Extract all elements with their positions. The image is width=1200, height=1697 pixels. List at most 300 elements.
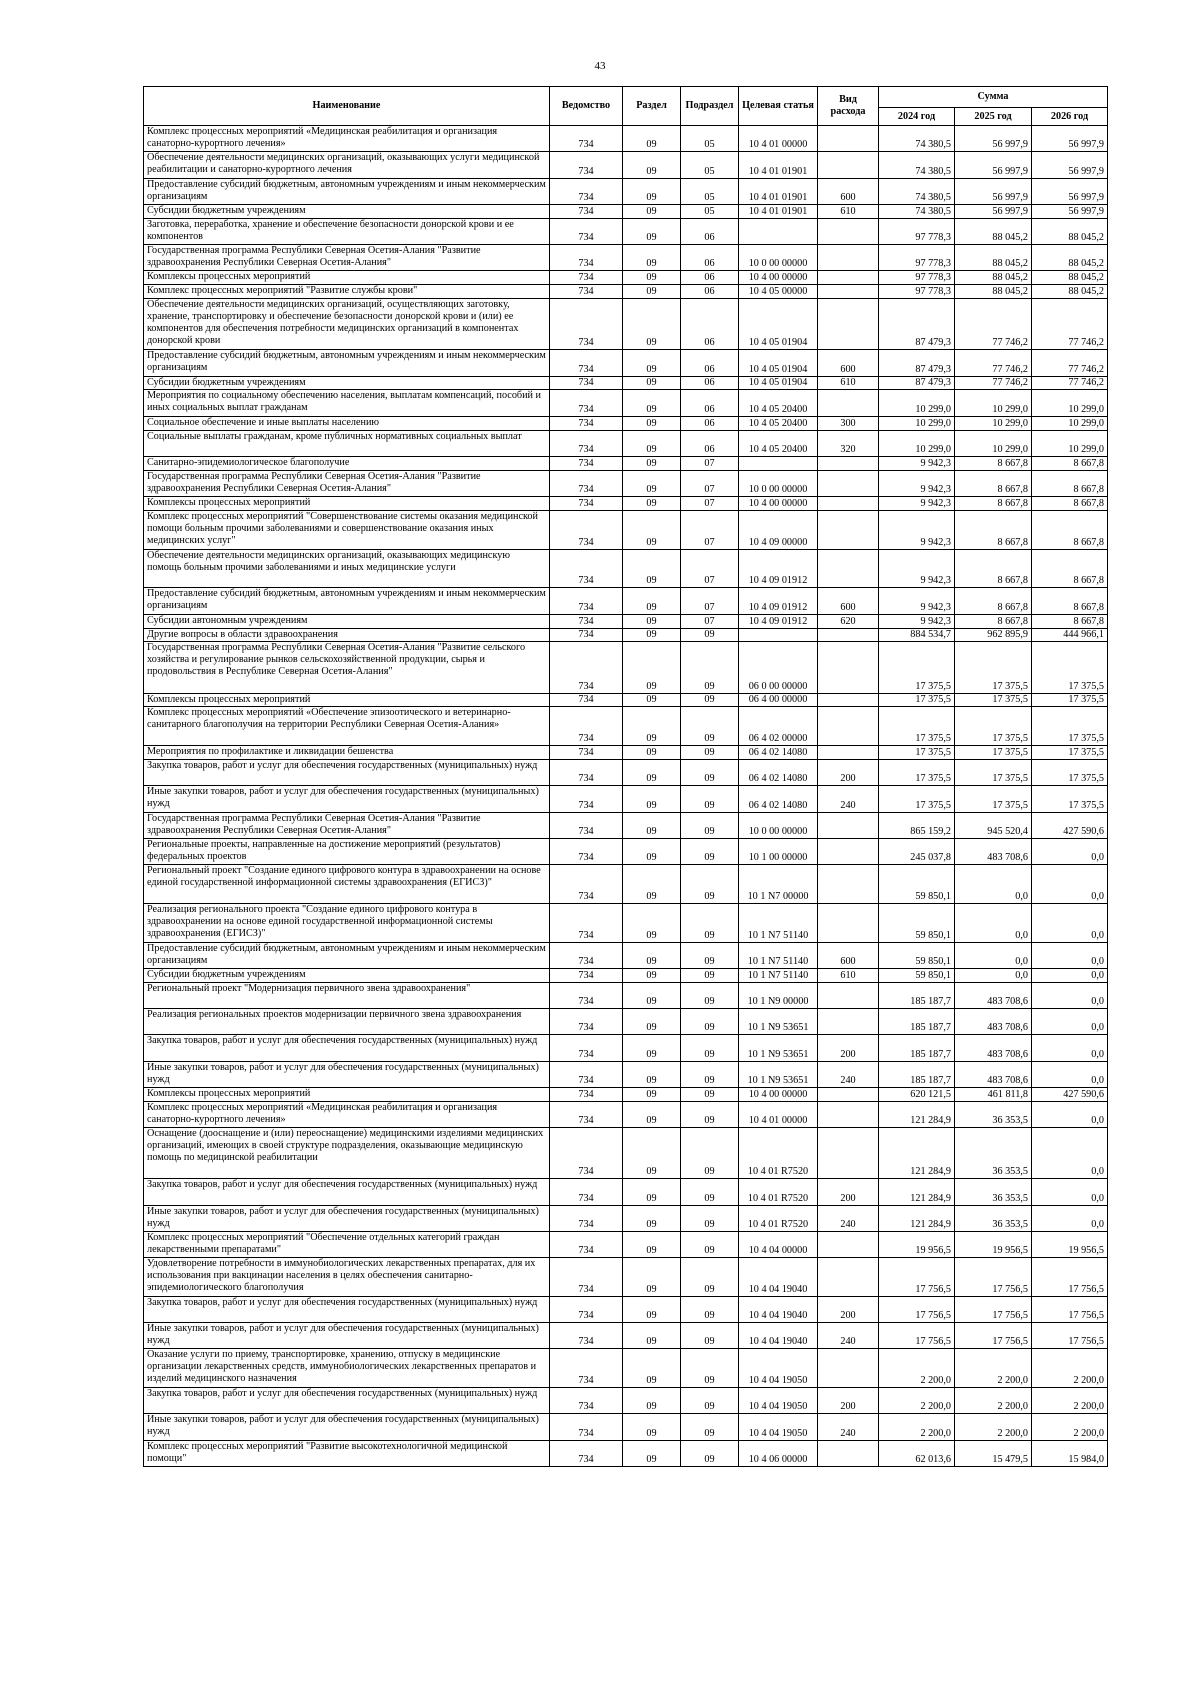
cell-2026: 8 667,8 xyxy=(1032,549,1108,588)
table-row xyxy=(144,746,1108,760)
cell-expense-type xyxy=(818,511,879,550)
cell-subsection: 05 xyxy=(681,126,739,152)
table-row xyxy=(144,786,1108,812)
cell-section: 09 xyxy=(623,588,681,614)
cell-section: 09 xyxy=(623,1414,681,1440)
cell-2026: 0,0 xyxy=(1032,1205,1108,1231)
cell-2026: 88 045,2 xyxy=(1032,271,1108,285)
cell-subsection: 09 xyxy=(681,786,739,812)
cell-subsection: 07 xyxy=(681,549,739,588)
cell-dept: 734 xyxy=(550,350,623,376)
cell-2024: 10 299,0 xyxy=(879,430,955,456)
cell-2024: 74 380,5 xyxy=(879,126,955,152)
table-row xyxy=(144,126,1108,152)
cell-section: 09 xyxy=(623,285,681,299)
cell-expense-type xyxy=(818,982,879,1008)
cell-subsection: 09 xyxy=(681,1414,739,1440)
cell-target xyxy=(739,218,818,244)
cell-name: Другие вопросы в области здравоохранения xyxy=(144,628,550,642)
table-row xyxy=(144,1128,1108,1179)
cell-target: 10 4 09 01912 xyxy=(739,614,818,628)
cell-section: 09 xyxy=(623,838,681,864)
cell-section: 09 xyxy=(623,760,681,786)
table-row xyxy=(144,1258,1108,1297)
cell-target: 10 4 01 R7520 xyxy=(739,1179,818,1205)
cell-dept: 734 xyxy=(550,693,623,707)
cell-dept: 734 xyxy=(550,376,623,390)
cell-2025: 36 353,5 xyxy=(955,1101,1032,1127)
cell-name: Региональный проект "Модернизация первичного звена здравоохранения" xyxy=(144,982,550,1008)
cell-section: 09 xyxy=(623,786,681,812)
cell-name: Закупка товаров, работ и услуг для обеспечения государственных (муниципальных) нужд xyxy=(144,1296,550,1322)
table-row xyxy=(144,1205,1108,1231)
table-row xyxy=(144,628,1108,642)
cell-2026: 0,0 xyxy=(1032,1101,1108,1127)
cell-target: 10 4 06 00000 xyxy=(739,1440,818,1466)
table-row xyxy=(144,497,1108,511)
table-row xyxy=(144,642,1108,693)
cell-section: 09 xyxy=(623,642,681,693)
cell-section: 09 xyxy=(623,470,681,496)
cell-expense-type xyxy=(818,285,879,299)
cell-name: Оказание услуги по приему, транспортировке, хранению, отпуску в медицинские организации лекарственных средств, иммунобиологических лекарственных препаратов и изделий медицинского назначения xyxy=(144,1349,550,1388)
cell-target: 10 4 05 00000 xyxy=(739,285,818,299)
cell-section: 09 xyxy=(623,614,681,628)
cell-2024: 17 375,5 xyxy=(879,760,955,786)
cell-2024: 2 200,0 xyxy=(879,1349,955,1388)
cell-section: 09 xyxy=(623,1179,681,1205)
cell-name: Обеспечение деятельности медицинских организаций, осуществляющих заготовку, хранение, транспортировку и обеспечение безопасности донорской крови и (или) ее компонентов для обеспечения потребности медицинских организаций в компонентах донорской крови xyxy=(144,299,550,350)
cell-expense-type: 600 xyxy=(818,942,879,968)
cell-2024: 9 942,3 xyxy=(879,549,955,588)
cell-target: 10 4 01 01901 xyxy=(739,204,818,218)
cell-2025: 461 811,8 xyxy=(955,1087,1032,1101)
cell-2025: 36 353,5 xyxy=(955,1179,1032,1205)
cell-dept: 734 xyxy=(550,1087,623,1101)
cell-expense-type: 600 xyxy=(818,178,879,204)
cell-2025: 0,0 xyxy=(955,865,1032,904)
cell-expense-type xyxy=(818,456,879,470)
cell-subsection: 06 xyxy=(681,430,739,456)
table-row xyxy=(144,1388,1108,1414)
cell-2026: 88 045,2 xyxy=(1032,285,1108,299)
cell-target: 06 4 02 14080 xyxy=(739,786,818,812)
cell-subsection: 05 xyxy=(681,204,739,218)
cell-dept: 734 xyxy=(550,152,623,178)
cell-target: 10 4 04 19050 xyxy=(739,1414,818,1440)
cell-2025: 17 375,5 xyxy=(955,693,1032,707)
cell-subsection: 09 xyxy=(681,1205,739,1231)
cell-2025: 0,0 xyxy=(955,942,1032,968)
cell-section: 09 xyxy=(623,865,681,904)
cell-subsection: 09 xyxy=(681,982,739,1008)
cell-2026: 15 984,0 xyxy=(1032,1440,1108,1466)
cell-expense-type xyxy=(818,497,879,511)
cell-name: Социальные выплаты гражданам, кроме публичных нормативных социальных выплат xyxy=(144,430,550,456)
cell-dept: 734 xyxy=(550,456,623,470)
table-row xyxy=(144,1440,1108,1466)
cell-2024: 74 380,5 xyxy=(879,152,955,178)
cell-dept: 734 xyxy=(550,416,623,430)
cell-dept: 734 xyxy=(550,178,623,204)
cell-section: 09 xyxy=(623,204,681,218)
cell-target: 10 4 00 00000 xyxy=(739,271,818,285)
cell-name: Государственная программа Республики Северная Осетия-Алания "Развитие сельского хозяйства и регулирование рынков сельскохозяйственной продукции, сырья и продовольствия в Республике Северная Осетия-Алания" xyxy=(144,642,550,693)
table-row xyxy=(144,285,1108,299)
cell-expense-type: 600 xyxy=(818,588,879,614)
cell-dept: 734 xyxy=(550,1179,623,1205)
cell-2025: 36 353,5 xyxy=(955,1205,1032,1231)
cell-target: 10 1 N9 53651 xyxy=(739,1035,818,1061)
cell-2024: 121 284,9 xyxy=(879,1128,955,1179)
cell-dept: 734 xyxy=(550,1231,623,1257)
cell-target: 10 4 09 00000 xyxy=(739,511,818,550)
cell-dept: 734 xyxy=(550,614,623,628)
cell-2026: 0,0 xyxy=(1032,1128,1108,1179)
cell-2026: 0,0 xyxy=(1032,1035,1108,1061)
cell-section: 09 xyxy=(623,245,681,271)
cell-expense-type xyxy=(818,1231,879,1257)
cell-subsection: 06 xyxy=(681,245,739,271)
cell-target: 10 0 00 00000 xyxy=(739,812,818,838)
cell-2025: 88 045,2 xyxy=(955,271,1032,285)
cell-2025: 88 045,2 xyxy=(955,245,1032,271)
cell-subsection: 07 xyxy=(681,497,739,511)
cell-2024: 17 375,5 xyxy=(879,746,955,760)
cell-dept: 734 xyxy=(550,1205,623,1231)
cell-target: 10 4 04 00000 xyxy=(739,1231,818,1257)
cell-target: 10 1 N7 00000 xyxy=(739,865,818,904)
cell-section: 09 xyxy=(623,968,681,982)
cell-2024: 185 187,7 xyxy=(879,982,955,1008)
cell-2025: 17 375,5 xyxy=(955,786,1032,812)
cell-dept: 734 xyxy=(550,746,623,760)
cell-target: 10 4 04 19050 xyxy=(739,1349,818,1388)
cell-section: 09 xyxy=(623,812,681,838)
header-dept: Ведомство xyxy=(550,87,623,126)
table-row xyxy=(144,390,1108,416)
header-year-2025: 2025 год xyxy=(955,108,1032,126)
header-year-2024: 2024 год xyxy=(879,108,955,126)
table-row xyxy=(144,812,1108,838)
cell-dept: 734 xyxy=(550,299,623,350)
cell-2026: 2 200,0 xyxy=(1032,1388,1108,1414)
table-row xyxy=(144,470,1108,496)
cell-expense-type: 620 xyxy=(818,614,879,628)
cell-name: Комплексы процессных мероприятий xyxy=(144,271,550,285)
cell-dept: 734 xyxy=(550,126,623,152)
cell-subsection: 09 xyxy=(681,865,739,904)
cell-name: Государственная программа Республики Северная Осетия-Алания "Развитие здравоохранения Республики Северная Осетия-Алания" xyxy=(144,470,550,496)
cell-2026: 427 590,6 xyxy=(1032,812,1108,838)
table-row xyxy=(144,693,1108,707)
cell-2024: 9 942,3 xyxy=(879,614,955,628)
cell-2024: 2 200,0 xyxy=(879,1414,955,1440)
cell-subsection: 09 xyxy=(681,746,739,760)
cell-subsection: 07 xyxy=(681,511,739,550)
cell-expense-type: 240 xyxy=(818,786,879,812)
cell-2025: 77 746,2 xyxy=(955,376,1032,390)
cell-name: Субсидии бюджетным учреждениям xyxy=(144,204,550,218)
table-row xyxy=(144,838,1108,864)
cell-2024: 9 942,3 xyxy=(879,588,955,614)
cell-section: 09 xyxy=(623,982,681,1008)
cell-expense-type xyxy=(818,903,879,942)
cell-2025: 0,0 xyxy=(955,968,1032,982)
cell-subsection: 09 xyxy=(681,1296,739,1322)
cell-expense-type: 200 xyxy=(818,760,879,786)
cell-2025: 945 520,4 xyxy=(955,812,1032,838)
cell-2026: 88 045,2 xyxy=(1032,245,1108,271)
cell-name: Комплекс процессных мероприятий «Медицинская реабилитация и организация санаторно-курортного лечения» xyxy=(144,126,550,152)
cell-expense-type: 200 xyxy=(818,1388,879,1414)
cell-section: 09 xyxy=(623,628,681,642)
cell-dept: 734 xyxy=(550,628,623,642)
cell-dept: 734 xyxy=(550,204,623,218)
cell-2026: 77 746,2 xyxy=(1032,350,1108,376)
cell-subsection: 07 xyxy=(681,456,739,470)
cell-2026: 17 375,5 xyxy=(1032,693,1108,707)
cell-target: 10 4 04 19040 xyxy=(739,1323,818,1349)
cell-dept: 734 xyxy=(550,903,623,942)
cell-2026: 56 997,9 xyxy=(1032,204,1108,218)
cell-2024: 59 850,1 xyxy=(879,903,955,942)
table-row xyxy=(144,1349,1108,1388)
cell-target: 10 4 00 00000 xyxy=(739,1087,818,1101)
table-row xyxy=(144,299,1108,350)
cell-2026: 17 756,5 xyxy=(1032,1258,1108,1297)
cell-name: Закупка товаров, работ и услуг для обеспечения государственных (муниципальных) нужд xyxy=(144,1179,550,1205)
cell-dept: 734 xyxy=(550,588,623,614)
cell-2026: 0,0 xyxy=(1032,865,1108,904)
cell-2025: 17 375,5 xyxy=(955,760,1032,786)
cell-name: Мероприятия по социальному обеспечению населения, выплатам компенсаций, пособий и иных социальных выплат гражданам xyxy=(144,390,550,416)
cell-2024: 17 756,5 xyxy=(879,1258,955,1297)
cell-2025: 56 997,9 xyxy=(955,152,1032,178)
cell-expense-type xyxy=(818,271,879,285)
cell-expense-type xyxy=(818,746,879,760)
cell-dept: 734 xyxy=(550,865,623,904)
cell-name: Иные закупки товаров, работ и услуг для обеспечения государственных (муниципальных) нужд xyxy=(144,1414,550,1440)
cell-dept: 734 xyxy=(550,390,623,416)
cell-target: 06 4 02 14080 xyxy=(739,760,818,786)
table-row xyxy=(144,376,1108,390)
cell-name: Субсидии бюджетным учреждениям xyxy=(144,376,550,390)
cell-target: 10 4 05 01904 xyxy=(739,299,818,350)
cell-subsection: 09 xyxy=(681,1009,739,1035)
table-row xyxy=(144,1009,1108,1035)
cell-subsection: 09 xyxy=(681,1128,739,1179)
cell-2024: 59 850,1 xyxy=(879,968,955,982)
cell-2026: 77 746,2 xyxy=(1032,299,1108,350)
cell-2026: 17 756,5 xyxy=(1032,1296,1108,1322)
cell-2024: 9 942,3 xyxy=(879,456,955,470)
cell-expense-type xyxy=(818,245,879,271)
cell-section: 09 xyxy=(623,1128,681,1179)
cell-expense-type xyxy=(818,1258,879,1297)
cell-name: Обеспечение деятельности медицинских организаций, оказывающих услуги медицинской реабилитации и санаторно-курортного лечения xyxy=(144,152,550,178)
cell-subsection: 06 xyxy=(681,271,739,285)
cell-subsection: 09 xyxy=(681,1440,739,1466)
table-row xyxy=(144,707,1108,746)
cell-2026: 8 667,8 xyxy=(1032,511,1108,550)
cell-name: Предоставление субсидий бюджетным, автономным учреждениям и иным некоммерческим организациям xyxy=(144,178,550,204)
cell-2025: 17 756,5 xyxy=(955,1296,1032,1322)
table-row xyxy=(144,1323,1108,1349)
cell-subsection: 09 xyxy=(681,942,739,968)
cell-section: 09 xyxy=(623,350,681,376)
cell-target: 06 4 00 00000 xyxy=(739,693,818,707)
cell-name: Обеспечение деятельности медицинских организаций, оказывающих медицинскую помощь больным прочими заболеваниями и иных медицинские услуги xyxy=(144,549,550,588)
cell-2026: 0,0 xyxy=(1032,903,1108,942)
table-row xyxy=(144,456,1108,470)
cell-2026: 56 997,9 xyxy=(1032,152,1108,178)
cell-name: Закупка товаров, работ и услуг для обеспечения государственных (муниципальных) нужд xyxy=(144,760,550,786)
cell-2026: 8 667,8 xyxy=(1032,588,1108,614)
table-row xyxy=(144,903,1108,942)
cell-expense-type: 240 xyxy=(818,1414,879,1440)
cell-2026: 0,0 xyxy=(1032,942,1108,968)
cell-expense-type xyxy=(818,299,879,350)
cell-2024: 121 284,9 xyxy=(879,1101,955,1127)
cell-expense-type: 320 xyxy=(818,430,879,456)
cell-name: Комплекс процессных мероприятий "Совершенствование системы оказания медицинской помощи больным прочими заболеваниями и совершенствование оказания иных медицинских услуг" xyxy=(144,511,550,550)
cell-target xyxy=(739,628,818,642)
cell-subsection: 09 xyxy=(681,1231,739,1257)
cell-dept: 734 xyxy=(550,497,623,511)
cell-expense-type: 200 xyxy=(818,1296,879,1322)
cell-2025: 483 708,6 xyxy=(955,1009,1032,1035)
cell-2025: 77 746,2 xyxy=(955,350,1032,376)
cell-target xyxy=(739,456,818,470)
cell-target: 10 4 01 R7520 xyxy=(739,1128,818,1179)
cell-2025: 8 667,8 xyxy=(955,588,1032,614)
cell-2024: 17 375,5 xyxy=(879,642,955,693)
cell-name: Государственная программа Республики Северная Осетия-Алания "Развитие здравоохранения Республики Северная Осетия-Алания" xyxy=(144,812,550,838)
table-row xyxy=(144,1035,1108,1061)
cell-subsection: 09 xyxy=(681,628,739,642)
cell-dept: 734 xyxy=(550,430,623,456)
cell-section: 09 xyxy=(623,1258,681,1297)
cell-2026: 17 375,5 xyxy=(1032,760,1108,786)
table-row xyxy=(144,1061,1108,1087)
cell-2025: 19 956,5 xyxy=(955,1231,1032,1257)
cell-name: Комплекс процессных мероприятий «Обеспечение эпизоотического и ветеринарно-санитарного благополучия на территории Республики Северная Осетия-Алания» xyxy=(144,707,550,746)
cell-2026: 8 667,8 xyxy=(1032,470,1108,496)
cell-target: 06 0 00 00000 xyxy=(739,642,818,693)
cell-target: 06 4 02 14080 xyxy=(739,746,818,760)
header-subsection: Подраздел xyxy=(681,87,739,126)
header-target: Целевая статья xyxy=(739,87,818,126)
cell-subsection: 06 xyxy=(681,299,739,350)
cell-dept: 734 xyxy=(550,511,623,550)
cell-target: 10 4 01 00000 xyxy=(739,1101,818,1127)
cell-subsection: 06 xyxy=(681,218,739,244)
cell-2026: 0,0 xyxy=(1032,982,1108,1008)
cell-expense-type xyxy=(818,126,879,152)
cell-name: Оснащение (дооснащение и (или) переоснащение) медицинскими изделиями медицинских организаций, имеющих в своей структуре подразделения, оказывающие медицинскую помощь по медицинской реабилитации xyxy=(144,1128,550,1179)
header-section: Раздел xyxy=(623,87,681,126)
table-row xyxy=(144,549,1108,588)
cell-2026: 88 045,2 xyxy=(1032,218,1108,244)
cell-2024: 74 380,5 xyxy=(879,178,955,204)
cell-subsection: 09 xyxy=(681,1087,739,1101)
cell-2024: 121 284,9 xyxy=(879,1205,955,1231)
cell-2026: 2 200,0 xyxy=(1032,1349,1108,1388)
cell-2025: 962 895,9 xyxy=(955,628,1032,642)
cell-section: 09 xyxy=(623,707,681,746)
cell-target: 10 4 04 19040 xyxy=(739,1258,818,1297)
cell-name: Комплекс процессных мероприятий "Развитие службы крови" xyxy=(144,285,550,299)
cell-subsection: 06 xyxy=(681,376,739,390)
cell-2026: 17 375,5 xyxy=(1032,642,1108,693)
cell-2025: 8 667,8 xyxy=(955,511,1032,550)
cell-2024: 17 375,5 xyxy=(879,707,955,746)
table-row xyxy=(144,511,1108,550)
cell-dept: 734 xyxy=(550,1061,623,1087)
cell-target: 10 1 N7 51140 xyxy=(739,903,818,942)
cell-2026: 17 756,5 xyxy=(1032,1323,1108,1349)
header-expense-type: Вид расхода xyxy=(818,87,879,126)
cell-dept: 734 xyxy=(550,1296,623,1322)
cell-dept: 734 xyxy=(550,760,623,786)
cell-name: Мероприятия по профилактике и ликвидации бешенства xyxy=(144,746,550,760)
header-year-2026: 2026 год xyxy=(1032,108,1108,126)
cell-section: 09 xyxy=(623,271,681,285)
cell-target: 10 1 N9 00000 xyxy=(739,982,818,1008)
cell-section: 09 xyxy=(623,549,681,588)
cell-subsection: 09 xyxy=(681,1323,739,1349)
cell-expense-type: 610 xyxy=(818,204,879,218)
cell-section: 09 xyxy=(623,1009,681,1035)
cell-target: 10 4 00 00000 xyxy=(739,497,818,511)
cell-2024: 87 479,3 xyxy=(879,299,955,350)
cell-dept: 734 xyxy=(550,1388,623,1414)
cell-2026: 8 667,8 xyxy=(1032,614,1108,628)
cell-dept: 734 xyxy=(550,968,623,982)
cell-2025: 15 479,5 xyxy=(955,1440,1032,1466)
cell-dept: 734 xyxy=(550,285,623,299)
cell-2025: 8 667,8 xyxy=(955,549,1032,588)
cell-expense-type xyxy=(818,1440,879,1466)
cell-target: 10 4 05 20400 xyxy=(739,390,818,416)
cell-2025: 10 299,0 xyxy=(955,390,1032,416)
cell-2026: 0,0 xyxy=(1032,1009,1108,1035)
cell-expense-type: 240 xyxy=(818,1323,879,1349)
cell-dept: 734 xyxy=(550,838,623,864)
table-row xyxy=(144,271,1108,285)
cell-name: Предоставление субсидий бюджетным, автономным учреждениям и иным некоммерческим организациям xyxy=(144,942,550,968)
cell-section: 09 xyxy=(623,152,681,178)
cell-target: 06 4 02 00000 xyxy=(739,707,818,746)
table-row xyxy=(144,152,1108,178)
cell-target: 10 1 N9 53651 xyxy=(739,1009,818,1035)
cell-section: 09 xyxy=(623,1440,681,1466)
cell-2024: 9 942,3 xyxy=(879,511,955,550)
table-row xyxy=(144,178,1108,204)
cell-2025: 17 375,5 xyxy=(955,642,1032,693)
cell-2024: 121 284,9 xyxy=(879,1179,955,1205)
cell-target: 10 0 00 00000 xyxy=(739,470,818,496)
cell-section: 09 xyxy=(623,1323,681,1349)
cell-2025: 8 667,8 xyxy=(955,614,1032,628)
cell-dept: 734 xyxy=(550,1414,623,1440)
cell-section: 09 xyxy=(623,903,681,942)
cell-expense-type: 240 xyxy=(818,1061,879,1087)
cell-2026: 19 956,5 xyxy=(1032,1231,1108,1257)
cell-name: Региональные проекты, направленные на достижение мероприятий (результатов) федеральных проектов xyxy=(144,838,550,864)
table-row xyxy=(144,1414,1108,1440)
